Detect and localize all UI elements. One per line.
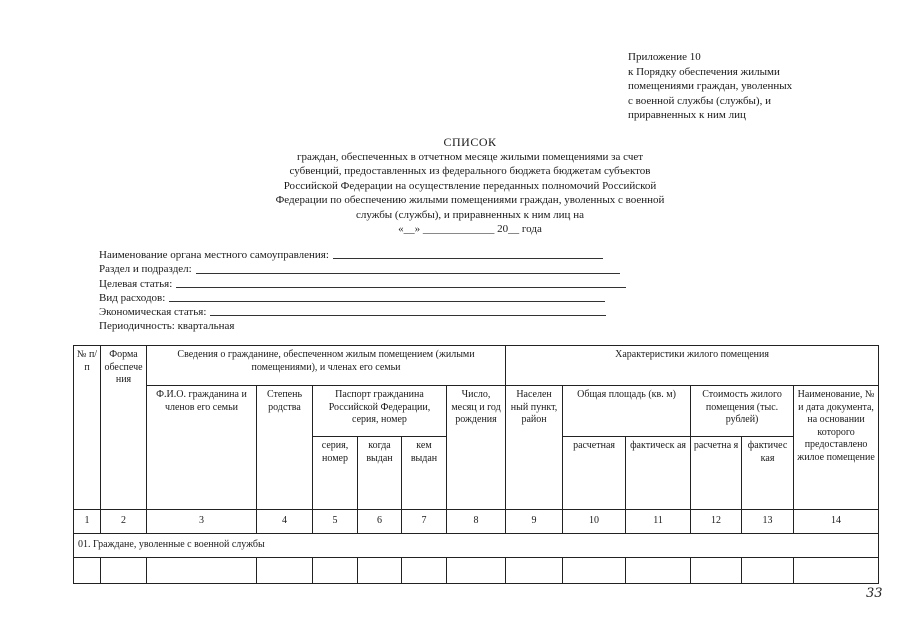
empty-cell[interactable] xyxy=(257,558,313,584)
handwritten-page-number: 33 xyxy=(866,586,883,601)
field-target xyxy=(99,277,639,291)
report-date-line: «__» _____________ 20__ года xyxy=(398,223,542,235)
column-number: 14 xyxy=(794,510,879,534)
fill-line[interactable] xyxy=(333,258,603,259)
appendix-line: Приложение 10 xyxy=(628,51,701,63)
subtitle-line: Российской Федерации на осуществление переданных полномочий Российской xyxy=(283,179,657,192)
header-area-actual: фактическ ая xyxy=(626,437,691,510)
fill-line[interactable] xyxy=(176,287,626,288)
header-cost-calculated: расчетна я xyxy=(691,437,742,510)
header-locality: Населен ный пункт, район xyxy=(506,386,563,510)
column-number-row xyxy=(74,510,879,534)
header-no: № п/п xyxy=(74,346,101,510)
appendix-line: помещениями граждан, уволенных xyxy=(628,80,793,93)
empty-cell[interactable] xyxy=(147,558,257,584)
fill-line[interactable] xyxy=(210,315,606,316)
field-label: Наименование органа местного самоуправления: xyxy=(99,249,329,261)
empty-cell[interactable] xyxy=(313,558,358,584)
header-passport-issued-when: когда выдан xyxy=(358,437,402,510)
empty-cell[interactable] xyxy=(506,558,563,584)
empty-cell[interactable] xyxy=(691,558,742,584)
subtitle-line: граждан, обеспеченных в отчетном месяце жилыми помещениями за счет xyxy=(296,150,644,163)
column-number: 3 xyxy=(147,510,257,534)
section-row xyxy=(74,534,879,558)
appendix-note xyxy=(628,50,828,123)
empty-cell[interactable] xyxy=(794,558,879,584)
empty-cell[interactable] xyxy=(358,558,402,584)
column-number: 8 xyxy=(447,510,506,534)
field-economic xyxy=(99,305,639,319)
empty-data-row xyxy=(74,558,879,584)
header-birth-date: Число, месяц и год рождения xyxy=(447,386,506,510)
column-number: 11 xyxy=(626,510,691,534)
section-label: 01. Граждане, уволенные с военной службы xyxy=(74,534,879,558)
empty-cell[interactable] xyxy=(626,558,691,584)
field-authority xyxy=(99,248,639,262)
empty-cell[interactable] xyxy=(101,558,147,584)
header-form: Форма обеспече ния xyxy=(101,346,147,510)
header-area-calculated: расчетная xyxy=(563,437,626,510)
fill-line[interactable] xyxy=(196,273,620,274)
empty-cell[interactable] xyxy=(447,558,506,584)
column-number: 7 xyxy=(402,510,447,534)
appendix-line: к Порядку обеспечения жилыми xyxy=(628,65,780,78)
field-label: Вид расходов: xyxy=(99,291,166,304)
header-cost: Стоимость жилого помещения (тыс. рублей) xyxy=(691,386,794,437)
empty-cell[interactable] xyxy=(402,558,447,584)
appendix-line: приравненных к ним лиц xyxy=(628,109,746,122)
subtitle-line: субвенций, предоставленных из федерального бюджета бюджетам субъектов xyxy=(289,165,651,177)
field-section xyxy=(99,262,639,276)
field-label: Периодичность: квартальная xyxy=(99,320,235,333)
citizens-table xyxy=(73,345,879,584)
header-document: Наименование, № и дата документа, на основании которого предоставлено жилое помещение xyxy=(794,386,879,510)
form-fields xyxy=(99,248,639,334)
empty-cell[interactable] xyxy=(742,558,794,584)
field-label: Экономическая статья: xyxy=(99,306,207,319)
header-citizen-info: Сведения о гражданине, обеспеченном жилым помещением (жилыми помещениями), и членах его семьи xyxy=(147,346,506,386)
header-area: Общая площадь (кв. м) xyxy=(563,386,691,437)
document-title: СПИСОК xyxy=(443,135,497,149)
header-cost-actual: фактичес кая xyxy=(742,437,794,510)
fill-line[interactable] xyxy=(169,301,605,302)
column-number: 13 xyxy=(742,510,794,534)
empty-cell[interactable] xyxy=(563,558,626,584)
header-passport: Паспорт гражданина Российской Федерации, серия, номер xyxy=(313,386,447,437)
empty-cell[interactable] xyxy=(74,558,101,584)
column-number: 4 xyxy=(257,510,313,534)
column-number: 6 xyxy=(358,510,402,534)
header-passport-series: серия, номер xyxy=(313,437,358,510)
document-heading xyxy=(240,135,700,237)
field-label: Целевая статья: xyxy=(99,277,173,290)
header-kinship: Степень родства xyxy=(257,386,313,510)
column-number: 5 xyxy=(313,510,358,534)
column-number: 1 xyxy=(74,510,101,534)
column-number: 2 xyxy=(101,510,147,534)
column-number: 9 xyxy=(506,510,563,534)
field-periodicity xyxy=(99,319,639,333)
column-number: 10 xyxy=(563,510,626,534)
field-label: Раздел и подраздел: xyxy=(99,263,192,276)
subtitle-line: Федерации по обеспечению жилыми помещениями граждан, уволенных с военной xyxy=(275,194,665,206)
header-housing: Характеристики жилого помещения xyxy=(506,346,879,386)
header-fio: Ф.И.О. гражданина и членов его семьи xyxy=(147,386,257,510)
header-passport-issued-by: кем выдан xyxy=(402,437,447,510)
subtitle-line: службы (службы), и приравненных к ним лиц на xyxy=(356,208,584,221)
field-expense-type xyxy=(99,291,639,305)
appendix-line: с военной службы (службы), и xyxy=(628,94,771,107)
column-number: 12 xyxy=(691,510,742,534)
